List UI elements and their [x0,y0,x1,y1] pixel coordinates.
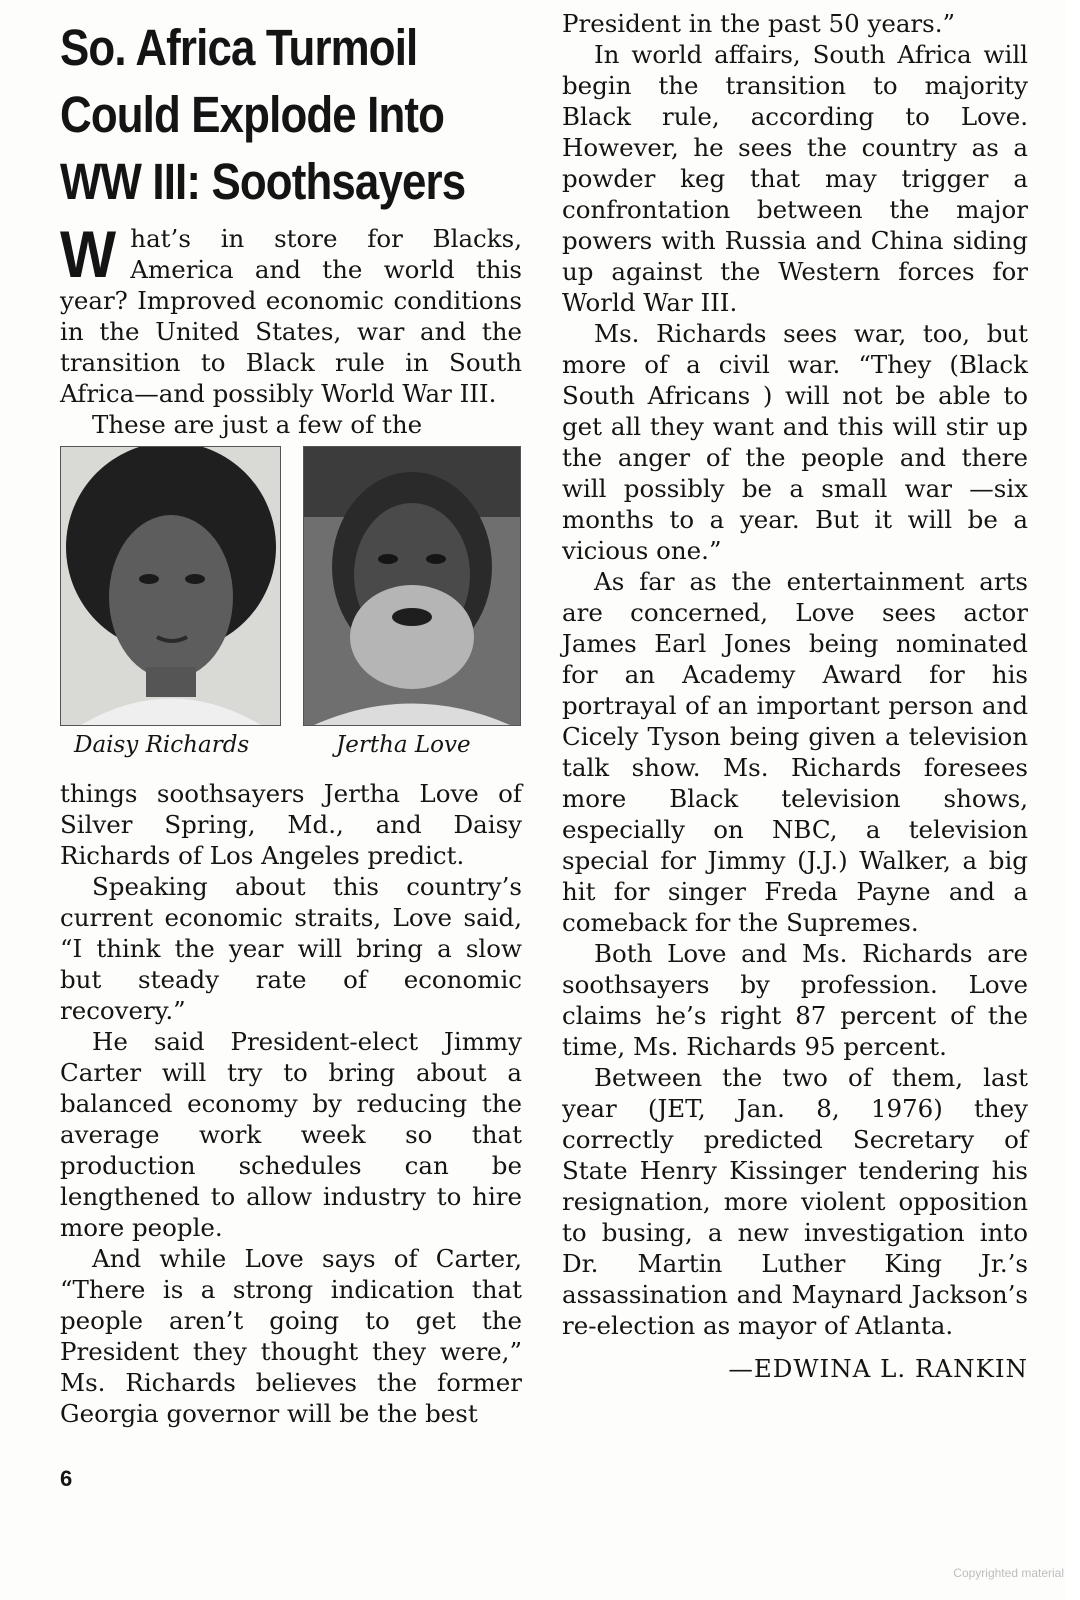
headline-line-1: So. Africa Turmoil [60,19,418,76]
paragraph-4: He said President-elect Jimmy Carter will try to bring about a balanced economy by reducing the average work week so that production schedules can be lengthened to allow industry to hire more people. [60,1027,522,1242]
paragraph-2-start: These are just a few of the [92,410,423,439]
byline: —EDWINA L. RANKIN [728,1354,1028,1383]
photo-daisy-richards [60,446,281,726]
paragraph-intro [60,217,522,409]
copyright-watermark: Copyrighted material [953,1566,1064,1580]
paragraph-5: And while Love says of Carter, “There is a strong indication that people aren’t going to get the President they thought they were,” Ms. Richards believes the former Georgia governor will be the best [60,1244,522,1428]
paragraph-7: Ms. Richards sees war, too, but more of a civil war. “They (Black South Africans ) will not be able to get all they want and this will stir up the anger of the people and there will possibly be a small war —six months to a year. But it will be a vicious one.” [562,319,1028,565]
photo-jertha-love [303,446,521,726]
paragraph-intro-text: hat’s in store for Blacks, America and the world this year? Improved economic conditions in the United States, war and the transition to Black rule in South Africa—and possibly World War III. [60,224,522,408]
paragraph-6: In world affairs, South Africa will begin the transition to majority Black rule, according to Love. However, he sees the country as a powder keg that may trigger a confrontation between the major powers with Russia and China siding up against the Western forces for World War III. [562,40,1028,317]
paragraph-9: Both Love and Ms. Richards are soothsayers by profession. Love claims he’s right 87 percent of the time, Ms. Richards 95 percent. [562,939,1028,1061]
paragraph-10: Between the two of them, last year (JET, Jan. 8, 1976) they correctly predicted Secretary of State Henry Kissinger tendering his resignation, more violent opposition to busing, a new investigation into Dr. Martin Luther King Jr.’s assassination and Maynard Jackson’s re-election as mayor of Atlanta. [562,1063,1028,1340]
paragraph-8: As far as the entertainment arts are concerned, Love sees actor James Earl Jones being nominated for an Academy Award for his portrayal of an important person and Cicely Tyson being given a television talk show. Ms. Richards foresees more Black television shows, especially on NBC, a television special for Jimmy (J.J.) Walker, a big hit for singer Freda Payne and a comeback for the Supremes. [562,567,1028,937]
paragraph-2-end: things soothsayers Jertha Love of Silver Spring, Md., and Daisy Richards of Los Angeles predict. [60,779,522,870]
photo-strip [60,446,522,778]
headline-line-3: WW III: Soothsayers [60,153,466,210]
right-column [562,8,1028,1384]
drop-cap: W [60,217,117,291]
caption-daisy-richards: Daisy Richards [74,732,250,758]
headline-line-2: Could Explode Into [60,86,445,143]
paragraph-3: Speaking about this country’s current economic straits, Love said, “I think the year will bring a slow but steady rate of economic recovery.” [60,872,522,1025]
left-column [60,14,522,1429]
caption-jertha-love: Jertha Love [336,732,471,758]
page-edge [1066,0,1080,1600]
headline [60,14,524,215]
page-number: 6 [60,1466,73,1491]
paragraph-5-continued: President in the past 50 years.” [562,9,956,38]
